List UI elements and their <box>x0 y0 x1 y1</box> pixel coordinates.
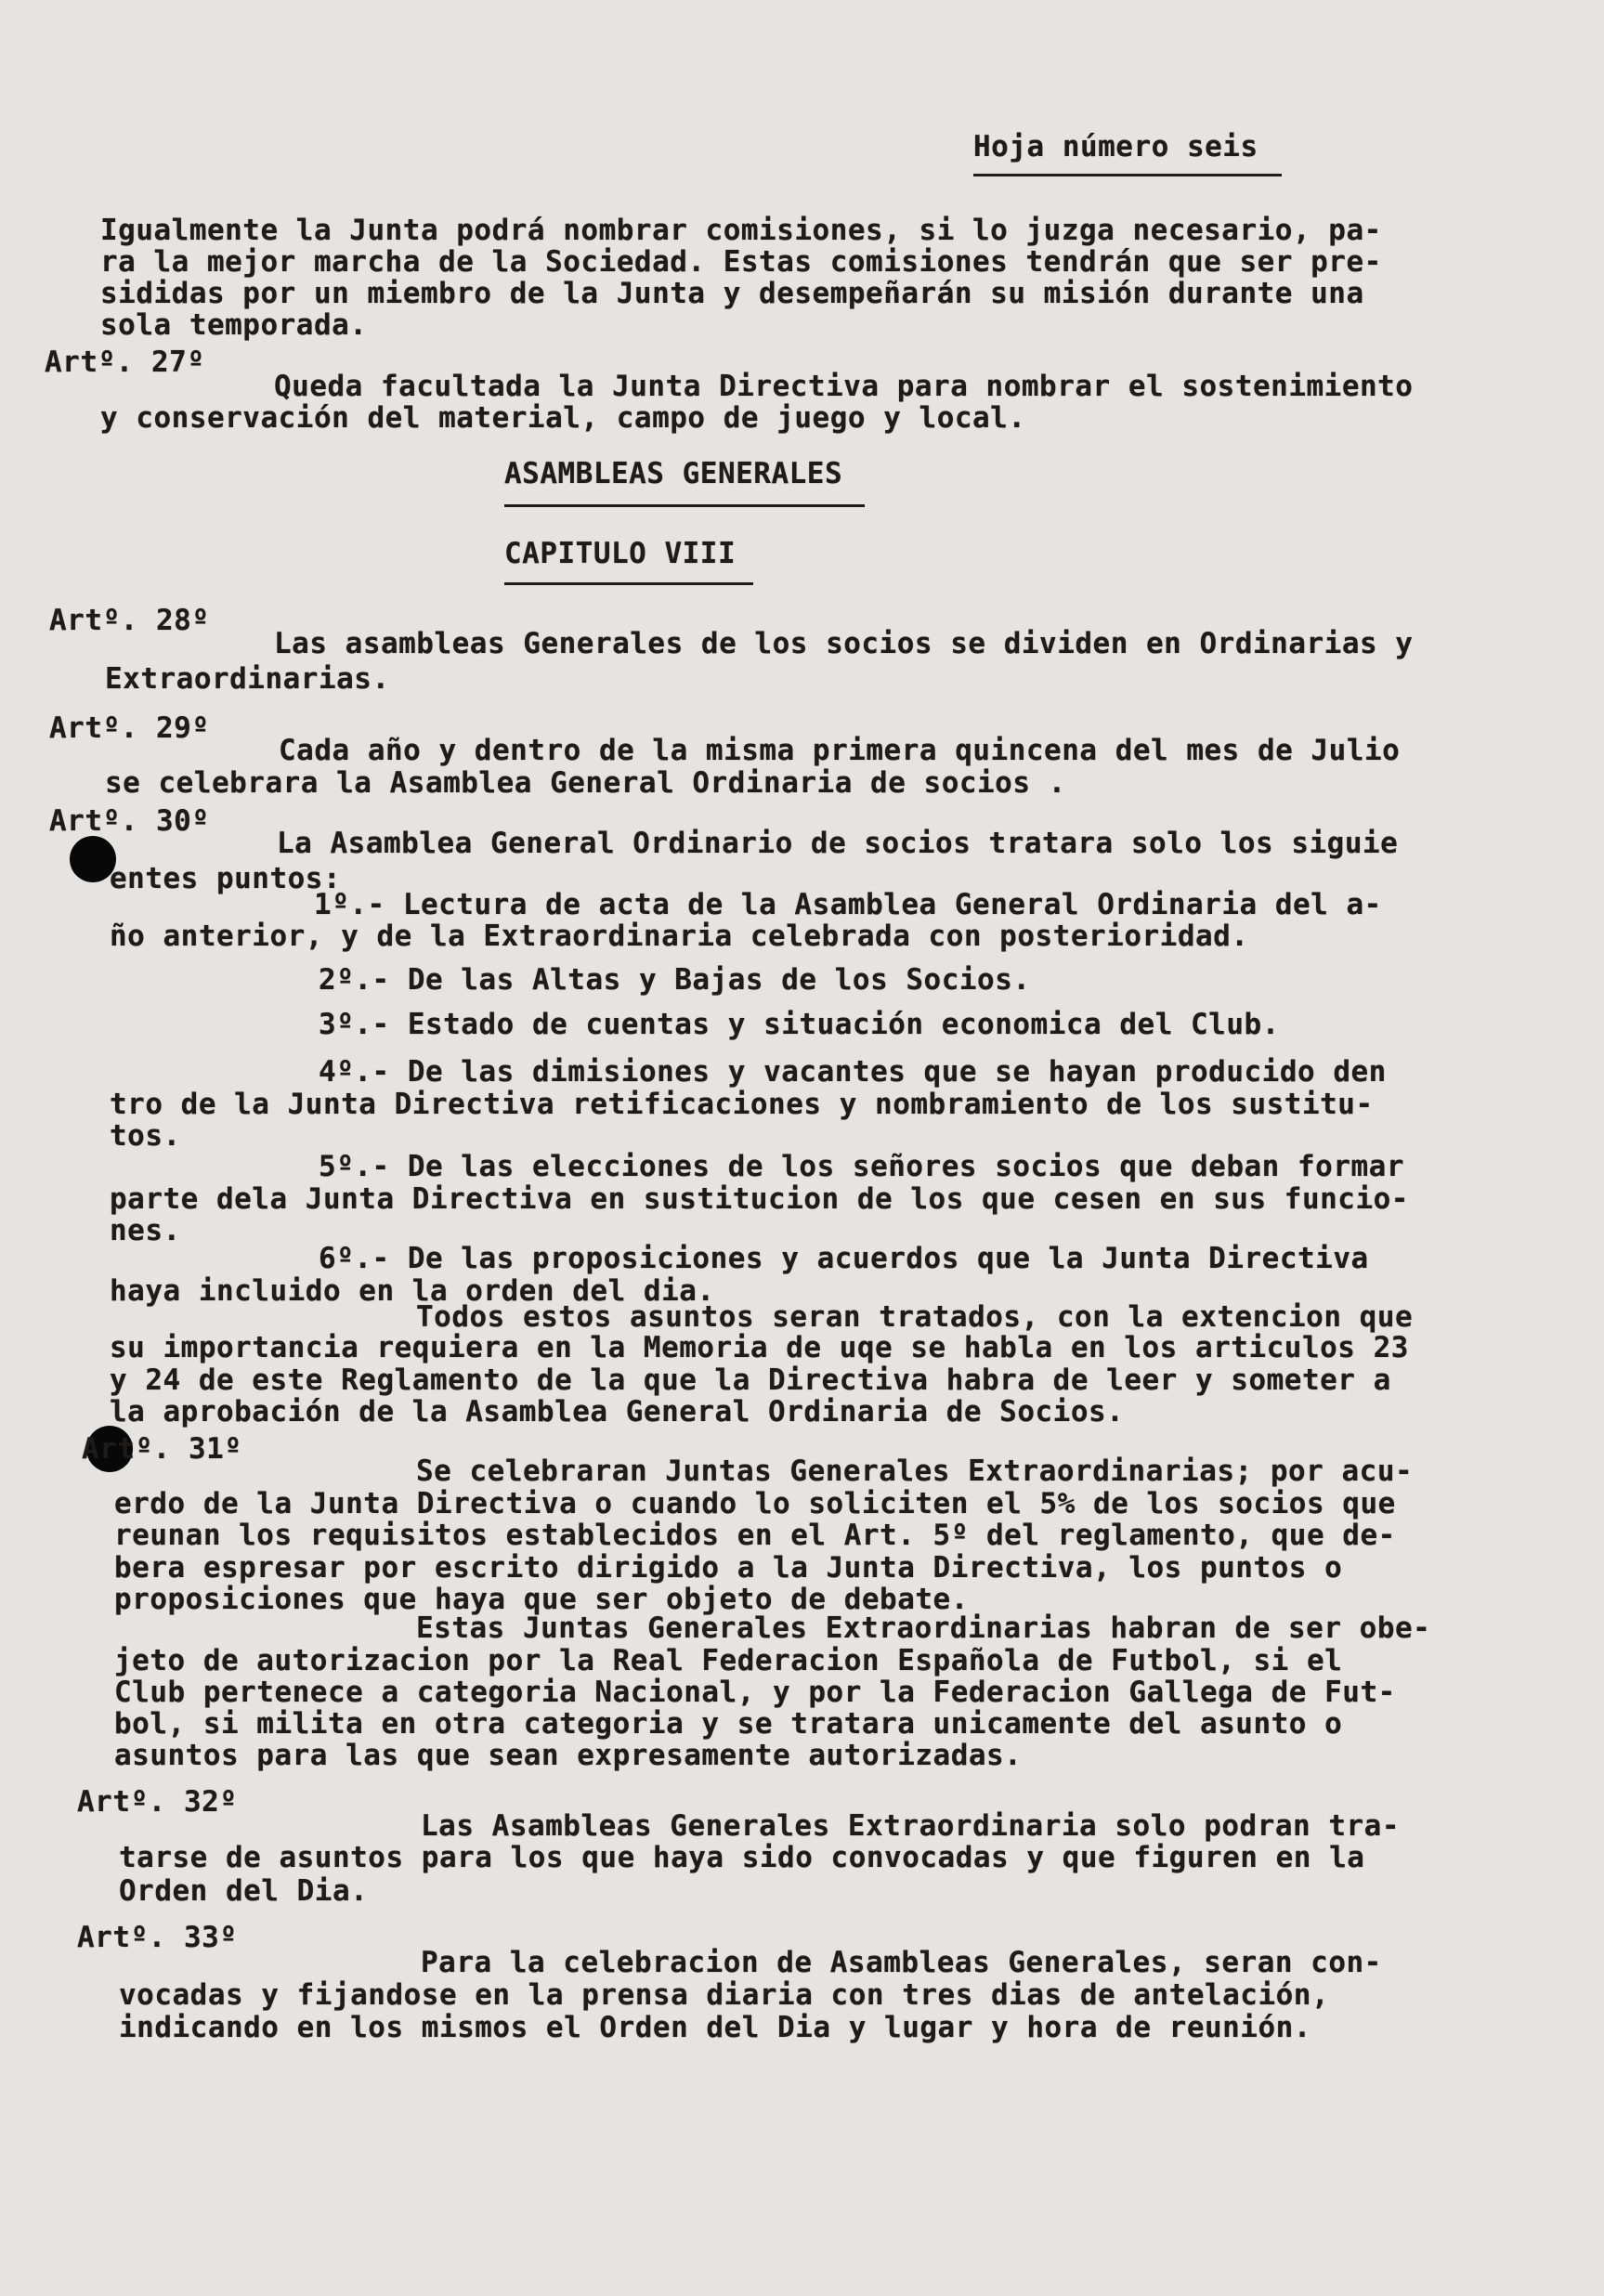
article-30-closing-3: y 24 de este Reglamento de la que la Directiva habra de leer y someter a <box>110 1363 1391 1397</box>
article-30-point-6a: 6º.- De las proposiciones y acuerdos que la Junta Directiva <box>319 1242 1369 1275</box>
article-28-line-2: Extraordinarias. <box>105 662 390 696</box>
article-31-label: Artº. 31º <box>82 1432 242 1466</box>
chapter-title: CAPITULO VIII <box>504 537 737 570</box>
article-30-point-1a: 1º.- Lectura de acta de la Asamblea General Ordinaria del a- <box>314 888 1382 921</box>
article-32-label: Artº. 32º <box>77 1785 238 1819</box>
article-31-line-5: proposiciones que haya que ser objeto de debate. <box>114 1583 969 1616</box>
article-28-label: Artº. 28º <box>49 604 210 637</box>
article-30-point-4a: 4º.- De las dimisiones y vacantes que se hayan producido den <box>319 1055 1387 1089</box>
article-30-point-1b: ño anterior, y de la Extraordinaria celebrada con posterioridad. <box>110 920 1249 953</box>
intro-line-2: ra la mejor marcha de la Sociedad. Estas comisiones tendrán que ser pre- <box>100 245 1382 279</box>
article-29-label: Artº. 29º <box>49 711 210 745</box>
article-30-closing-2: su importancia requiera en la Memoria de uqe se habla en los articulos 23 <box>110 1331 1409 1364</box>
chapter-title-underline <box>504 582 753 585</box>
article-27-line-1: Queda facultada la Junta Directiva para nombrar el sostenimiento <box>274 370 1414 403</box>
article-30-point-3: 3º.- Estado de cuentas y situación economica del Club. <box>319 1008 1280 1041</box>
article-31-line-10: asuntos para las que sean expresamente autorizadas. <box>114 1739 1023 1772</box>
article-31-line-3: reunan los requisitos establecidos en el Art. 5º del reglamento, que de- <box>114 1519 1396 1552</box>
article-30-point-5c: nes. <box>110 1214 181 1247</box>
article-32-line-2: tarse de asuntos para los que haya sido convocadas y que figuren en la <box>119 1841 1365 1874</box>
article-27-label: Artº. 27º <box>45 346 205 379</box>
article-33-line-3: indicando en los mismos el Orden del Dia y lugar y hora de reunión. <box>119 2011 1311 2044</box>
article-30-closing-1: Todos estos asuntos seran tratados, con la extencion que <box>416 1300 1414 1334</box>
article-32-line-3: Orden del Dia. <box>119 1874 369 1908</box>
article-33-label: Artº. 33º <box>77 1921 238 1954</box>
article-31-line-7: jeto de autorizacion por la Real Federacion Española de Futbol, si el <box>114 1644 1343 1677</box>
article-30-point-2: 2º.- De las Altas y Bajas de los Socios. <box>319 963 1031 997</box>
article-28-line-1: Las asambleas Generales de los socios se dividen en Ordinarias y <box>274 627 1414 660</box>
article-27-line-2: y conservación del material, campo de juego y local. <box>100 401 1026 435</box>
article-30-point-5a: 5º.- De las elecciones de los señores socios que deban formar <box>319 1150 1404 1183</box>
article-31-line-4: bera espresar por escrito dirigido a la Junta Directiva, los puntos o <box>114 1551 1343 1585</box>
article-30-closing-4: la aprobación de la Asamblea General Ordinaria de Socios. <box>110 1395 1125 1428</box>
intro-line-1: Igualmente la Junta podrá nombrar comisiones, si lo juzga necesario, pa- <box>100 214 1382 247</box>
section-title: ASAMBLEAS GENERALES <box>504 457 843 490</box>
article-31-line-1: Se celebraran Juntas Generales Extraordinarias; por acu- <box>416 1455 1414 1488</box>
article-33-line-1: Para la celebracion de Asambleas Generales, seran con- <box>421 1946 1382 1979</box>
article-31-line-9: bol, si milita en otra categoria y se tratara unicamente del asunto o <box>114 1707 1343 1741</box>
article-31-line-8: Club pertenece a categoria Nacional, y por la Federacion Gallega de Fut- <box>114 1676 1396 1709</box>
article-30-line-1: La Asamblea General Ordinario de socios tratara solo los siguie <box>277 827 1399 860</box>
article-30-point-4b: tro de la Junta Directiva retificaciones y nombramiento de los sustitu- <box>110 1088 1374 1121</box>
article-30-point-4c: tos. <box>110 1119 181 1153</box>
intro-line-4: sola temporada. <box>100 308 368 342</box>
page-header-underline <box>973 174 1282 176</box>
page-header: Hoja número seis <box>973 130 1258 163</box>
article-30-label: Artº. 30º <box>49 804 210 838</box>
article-33-line-2: vocadas y fijandose en la prensa diaria con tres dias de antelación, <box>119 1978 1330 2012</box>
article-29-line-1: Cada año y dentro de la misma primera quincena del mes de Julio <box>279 734 1401 767</box>
article-30-line-2: entes puntos: <box>110 862 342 895</box>
section-title-underline <box>504 504 865 507</box>
article-32-line-1: Las Asambleas Generales Extraordinaria solo podran tra- <box>421 1809 1400 1843</box>
article-30-point-6b: haya incluido en la orden del dia. <box>110 1274 715 1308</box>
article-29-line-2: se celebrara la Asamblea General Ordinaria de socios . <box>105 766 1066 800</box>
article-30-point-5b: parte dela Junta Directiva en sustitucion de los que cesen en sus funcio- <box>110 1182 1409 1216</box>
article-31-line-6: Estas Juntas Generales Extraordinarias habran de ser obe- <box>416 1611 1431 1645</box>
intro-line-3: sididas por un miembro de la Junta y desempeñarán su misión durante una <box>100 277 1364 310</box>
article-31-line-2: erdo de la Junta Directiva o cuando lo soliciten el 5% de los socios que <box>114 1487 1396 1520</box>
